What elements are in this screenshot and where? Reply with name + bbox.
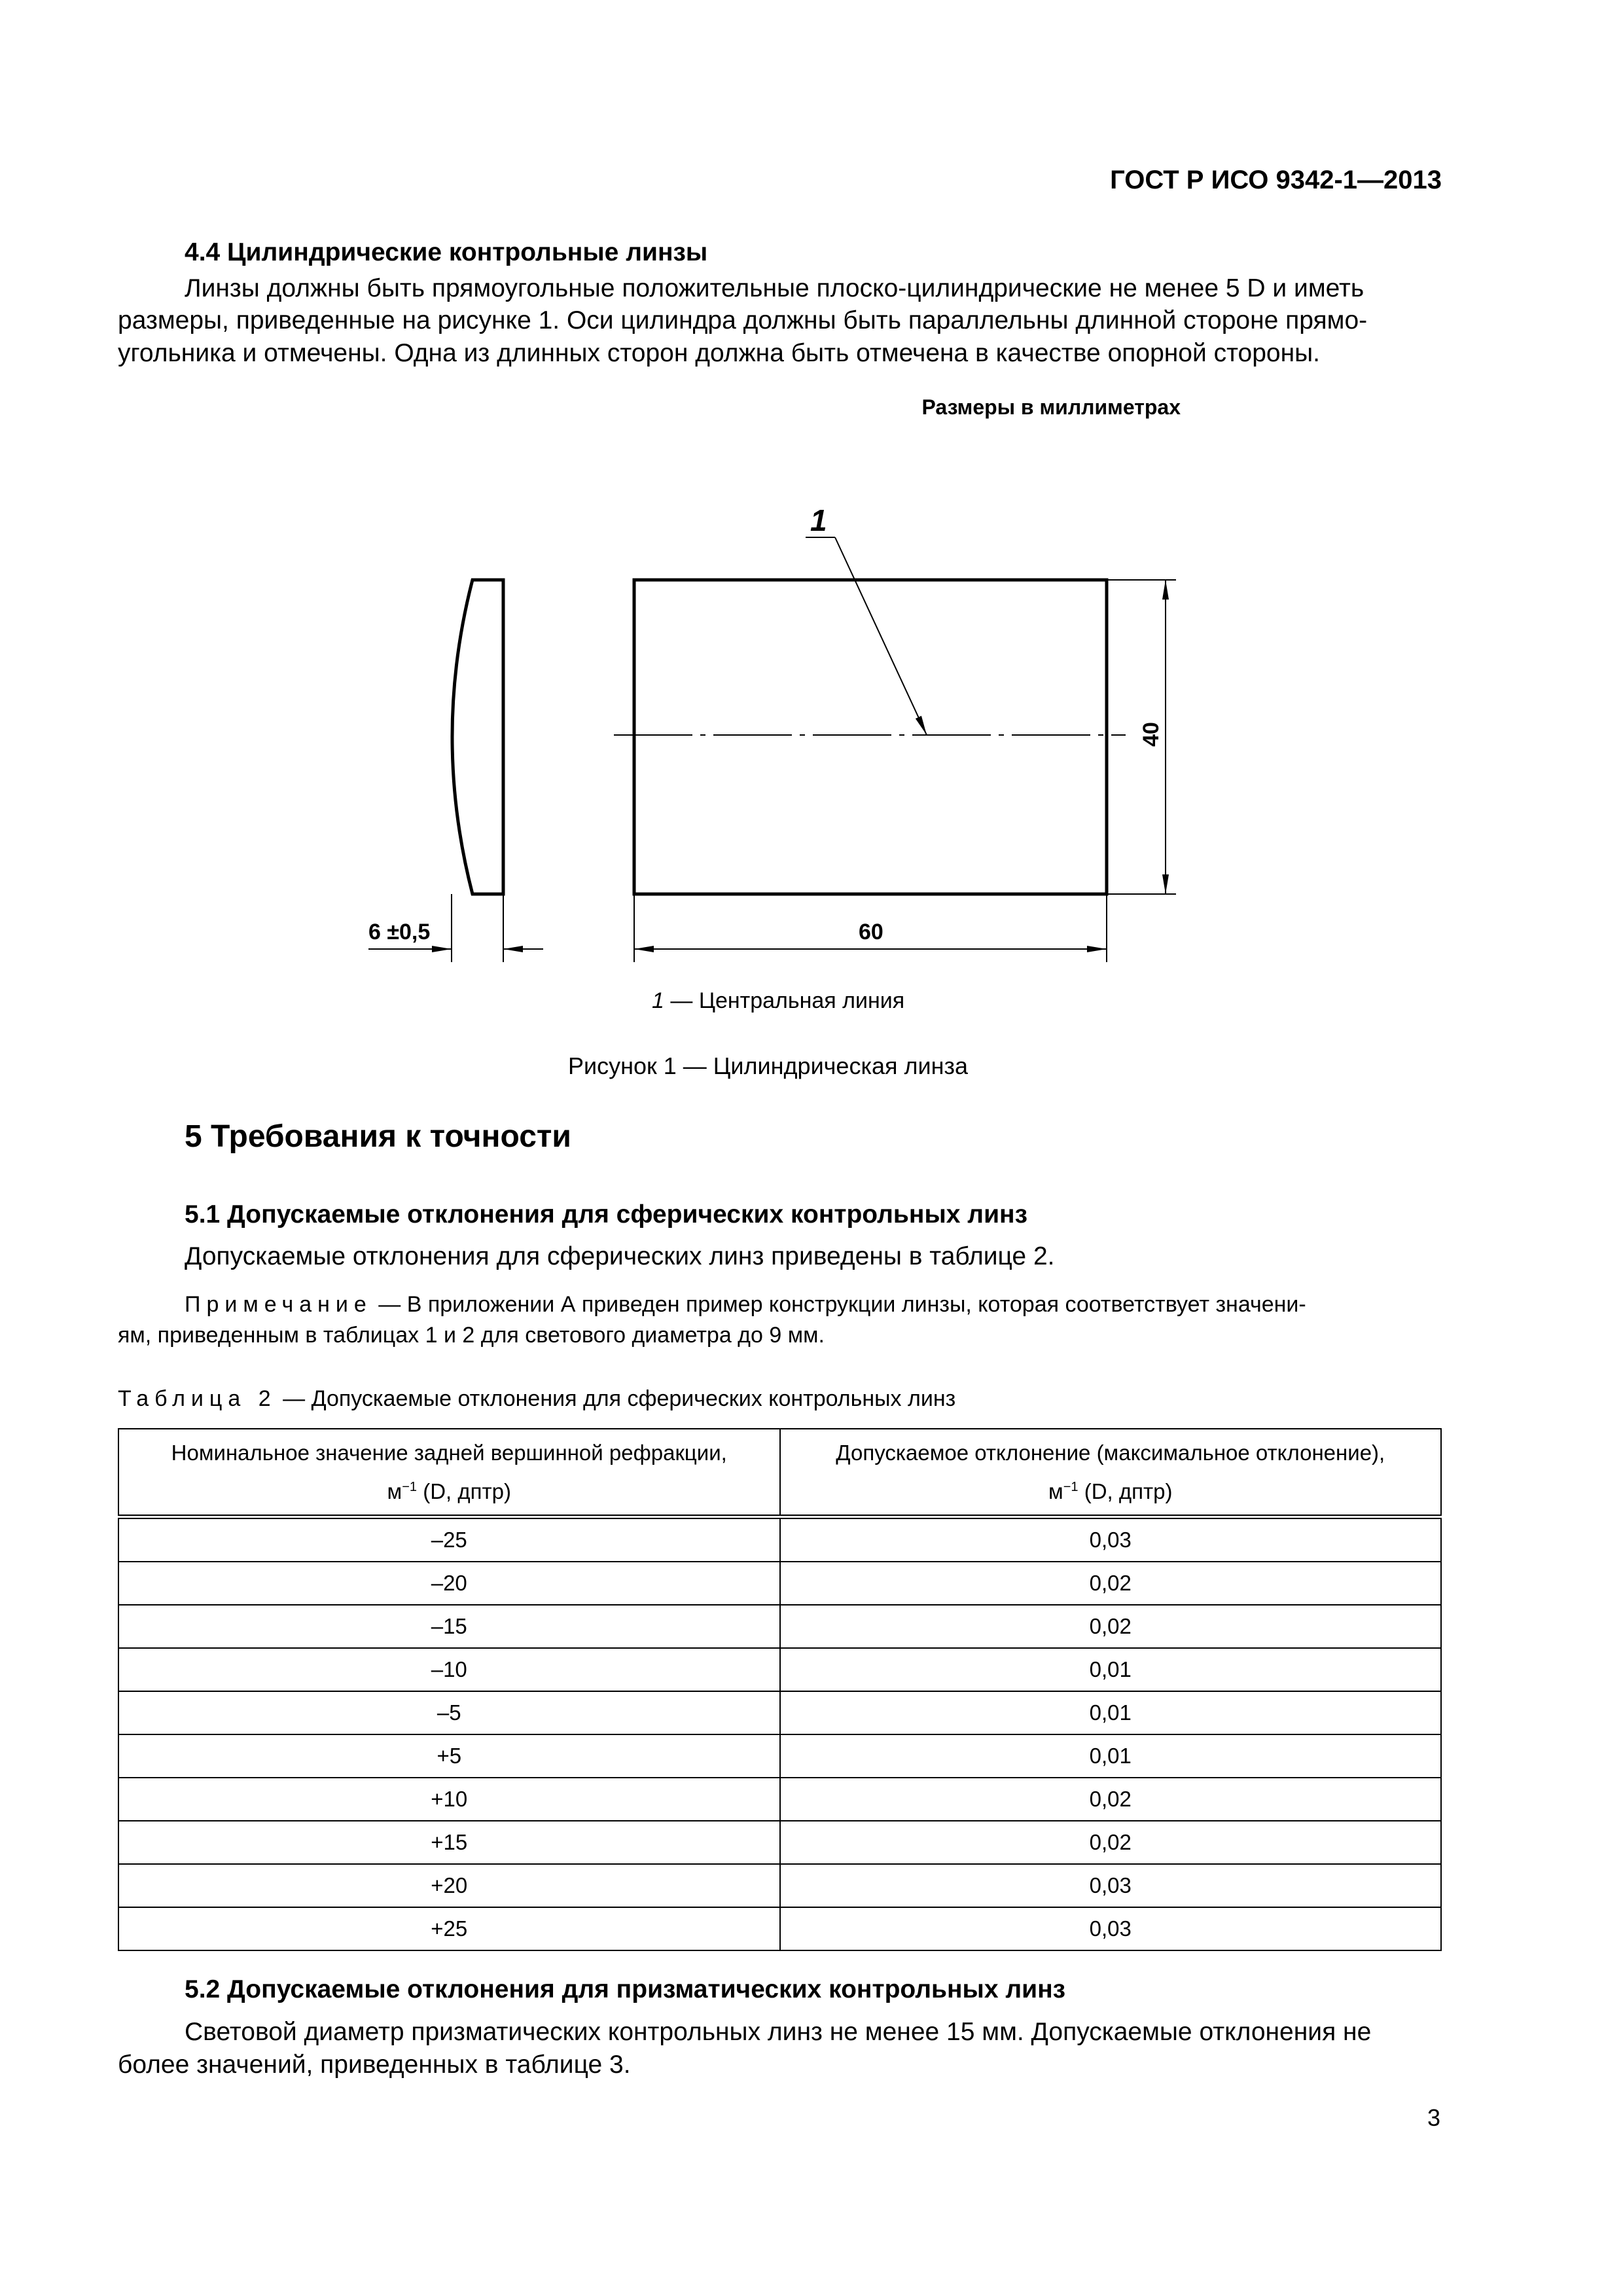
paragraph-line: размеры, приведенные на рисунке 1. Оси цилиндра должны быть параллельны длинной стороне прямо- (118, 306, 1368, 334)
table-row (118, 1517, 1441, 1562)
table-2 (118, 1428, 1442, 1951)
callout-1: 1 (810, 503, 827, 537)
paragraph-line: Допускаемые отклонения для сферических линз приведены в таблице 2. (185, 1242, 1055, 1270)
tolerance-cell: 0,01 (780, 1648, 1442, 1691)
tolerance-cell: 0,03 (780, 1517, 1442, 1562)
tolerance-cell: 0,02 (780, 1562, 1442, 1605)
section-5-2-heading: 5.2 Допускаемые отклонения для призматических контрольных линз (185, 1975, 1066, 2003)
paragraph-line: угольника и отмечены. Одна из длинных сторон должна быть отмечена в качестве опорной стороны. (118, 339, 1320, 367)
tolerance-cell: 0,02 (780, 1821, 1442, 1864)
nominal-cell: +10 (118, 1778, 780, 1821)
nominal-cell: +5 (118, 1734, 780, 1778)
tolerance-cell: 0,03 (780, 1864, 1442, 1907)
figure-caption: Рисунок 1 — Цилиндрическая линза (568, 1052, 969, 1079)
note-line: Примечание — В приложении А приведен пример конструкции линзы, которая соответствует значени- (185, 1292, 1306, 1317)
table-row (118, 1778, 1441, 1821)
figure-legend: 1 — Центральная линия (652, 988, 905, 1013)
paragraph-line: Линзы должны быть прямоугольные положительные плоско-цилиндрические не менее 5 D и иметь (185, 274, 1364, 302)
document-id: ГОСТ Р ИСО 9342-1—2013 (1110, 166, 1442, 194)
tolerance-cell: 0,02 (780, 1778, 1442, 1821)
nominal-cell: +20 (118, 1864, 780, 1907)
dimension-thickness: 6 ±0,5 (368, 920, 431, 944)
column-header-nominal: Номинальное значение задней вершинной рефракции, $м^{-1}$ (D, дптр) (118, 1429, 780, 1517)
dimension-60: 60 (859, 920, 883, 944)
table-row (118, 1605, 1441, 1648)
leader-line (835, 537, 927, 735)
lens-front-view (634, 580, 1107, 894)
table-row (118, 1864, 1441, 1907)
column-header-tolerance: Допускаемое отклонение (максимальное отклонение), $м^{-1}$ (D, дптр) (780, 1429, 1442, 1517)
nominal-cell: –5 (118, 1691, 780, 1734)
nominal-cell: –15 (118, 1605, 780, 1648)
tolerance-cell: 0,02 (780, 1605, 1442, 1648)
nominal-cell: –20 (118, 1562, 780, 1605)
table-caption: Таблица 2 — Допускаемые отклонения для сферических контрольных линз (118, 1386, 956, 1411)
tolerance-cell: 0,01 (780, 1734, 1442, 1778)
section-4-4-heading: 4.4 Цилиндрические контрольные линзы (185, 238, 708, 266)
nominal-cell: –10 (118, 1648, 780, 1691)
table-row (118, 1734, 1441, 1778)
nominal-cell: +15 (118, 1821, 780, 1864)
section-5-1-heading: 5.1 Допускаемые отклонения для сферических контрольных линз (185, 1200, 1027, 1229)
paragraph-line: более значений, приведенных в таблице 3. (118, 2051, 631, 2079)
table-row (118, 1648, 1441, 1691)
tolerance-cell: 0,01 (780, 1691, 1442, 1734)
section-5-heading: 5 Требования к точности (185, 1119, 571, 1154)
nominal-cell: –25 (118, 1517, 780, 1562)
note-line: ям, приведенным в таблицах 1 и 2 для светового диаметра до 9 мм. (118, 1323, 825, 1348)
cylindrical-lens-drawing (0, 0, 1623, 1113)
table-row (118, 1691, 1441, 1734)
table-row (118, 1821, 1441, 1864)
dimension-40: 40 (1138, 722, 1164, 747)
tolerance-cell: 0,03 (780, 1907, 1442, 1950)
nominal-cell: +25 (118, 1907, 780, 1950)
table-row (118, 1562, 1441, 1605)
page-number: 3 (1427, 2104, 1441, 2131)
paragraph-line: Световой диаметр призматических контрольных линз не менее 15 мм. Допускаемые отклонения не (185, 2018, 1372, 2046)
table-row (118, 1907, 1441, 1950)
lens-side-view (452, 580, 503, 894)
units-note: Размеры в миллиметрах (921, 395, 1181, 419)
